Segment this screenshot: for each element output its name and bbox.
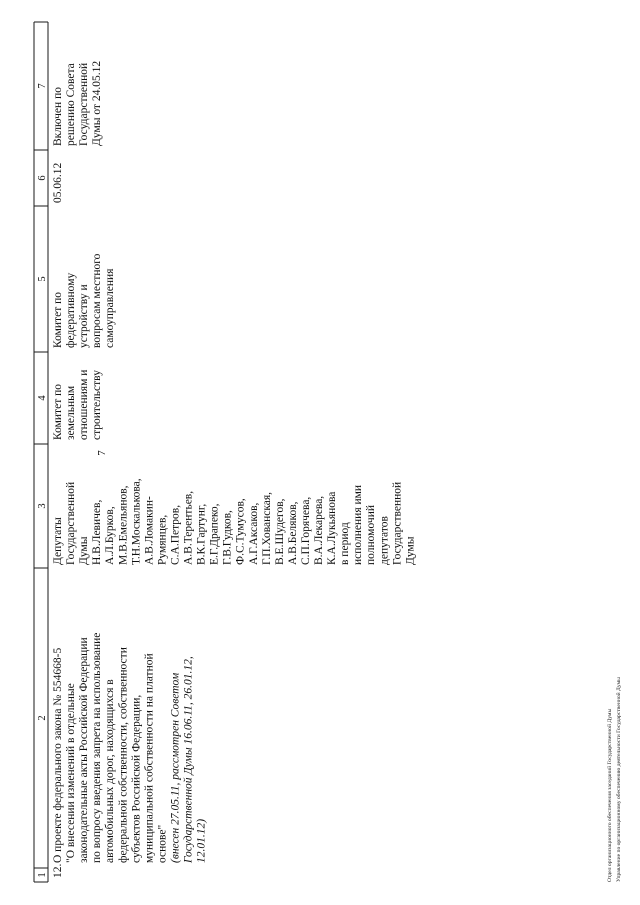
cell-line: исполнения ими [352, 484, 365, 565]
cell-line: М.В.Емельянов, [117, 485, 130, 565]
cell-line: полномочий [365, 505, 378, 565]
cell-line: Государственной [65, 481, 77, 565]
cell-line: федеративному [65, 272, 77, 348]
cell-line: (внесен 27.05.11, рассмотрен Советом [169, 672, 182, 863]
header-col-5: 5 [37, 276, 48, 282]
cell-inclusion-note [52, 61, 103, 146]
cell-line: в период [339, 522, 352, 565]
cell-line: "О внесении изменений в отдельные [65, 683, 77, 863]
cell-line: К.А.Лукьянова [326, 491, 339, 565]
cell-line: В.Е.Шудегов, [273, 498, 286, 565]
footer-line-1: Отдел организационного обеспечения заседаний Государственной Думы [607, 708, 613, 882]
cell-line: 05.06.12 [52, 162, 64, 203]
cell-line: федеральной собственности, собственности [117, 647, 130, 863]
footer-line-2: Управление по организационному обеспечению деятельности Государственной Думы [616, 677, 622, 882]
cell-line: Государственной Думы 16.06.11, 26.01.12, [182, 656, 195, 863]
cell-line: строительству [91, 370, 104, 440]
cell-line: А.В.Беляков, [286, 501, 299, 565]
table-grid [34, 22, 48, 882]
cell-line: А.В.Терентьев, [182, 490, 195, 565]
cell-line: Включен по [52, 87, 64, 146]
cell-line: А.Л.Бурков, [104, 506, 117, 565]
cell-line: муниципальной собственности на платной [143, 653, 156, 863]
cell-line: С.А.Петров, [169, 504, 182, 565]
cell-line: земельным [65, 385, 77, 440]
cell-line: Ф.С.Тумусов, [234, 498, 247, 565]
cell-line: основе" [156, 824, 169, 863]
cell-line: субъектов Российской Федерации, [130, 694, 143, 863]
header-col-7: 7 [37, 83, 48, 89]
cell-line: Думы [404, 536, 417, 565]
header-col-3: 3 [37, 503, 48, 509]
row-number: 12. [52, 863, 64, 878]
cell-line: В.А.Лекарева, [313, 495, 325, 565]
cell-line: Государственной [391, 481, 404, 565]
cell-line: отношениям и [78, 369, 91, 440]
cell-bill-title [52, 633, 208, 864]
cell-line: А.Г.Аксаков, [247, 502, 260, 565]
cell-committee [52, 370, 103, 440]
header-col-1: 1 [37, 872, 48, 878]
cell-line: Думы от 24.05.12 [91, 60, 104, 146]
cell-line: Н.В.Левичев, [91, 499, 104, 565]
cell-line: Думы [78, 536, 91, 565]
cell-line: законодательные акты Российской Федерации [78, 637, 91, 863]
cell-line: Г.В.Гудков, [221, 510, 234, 565]
header-row [37, 83, 48, 877]
cell-line: В.К.Гартунг, [195, 503, 208, 565]
cell-line: Депутаты [52, 517, 64, 565]
header-col-6: 6 [37, 175, 48, 181]
cell-authors [52, 478, 416, 565]
cell-line: Г.П.Хованская, [260, 491, 273, 565]
cell-co-committee [52, 253, 116, 348]
cell-line: А.В.Ломакин- [143, 496, 156, 565]
cell-line: Комитет по [52, 384, 64, 440]
cell-line: самоуправления [104, 268, 117, 348]
page-number: 7 [96, 450, 108, 456]
cell-line: Е.Г.Драпеко, [208, 503, 221, 565]
cell-line: 12.01.12) [195, 818, 208, 863]
cell-line: О проекте федерального закона № 554668-5 [52, 647, 64, 863]
cell-line: по вопросу введения запрета на использование [91, 632, 104, 863]
cell-line: Комитет по [52, 292, 64, 348]
cell-line: Румянцев, [156, 514, 169, 565]
cell-line: депутатов [378, 516, 391, 565]
cell-line: Т.Н.Москалькова, [130, 478, 143, 565]
cell-line: устройству и [78, 284, 91, 348]
cell-line: вопросам местного [91, 253, 104, 348]
cell-line: С.П.Горячева, [300, 496, 312, 565]
cell-line: решению Совета [65, 63, 77, 146]
cell-line: автомобильных дорог, находящихся в [104, 679, 117, 863]
header-col-4: 4 [37, 395, 48, 401]
cell-deadline-date [52, 163, 64, 204]
header-col-2: 2 [37, 715, 48, 721]
cell-line: Государственной [78, 62, 91, 146]
